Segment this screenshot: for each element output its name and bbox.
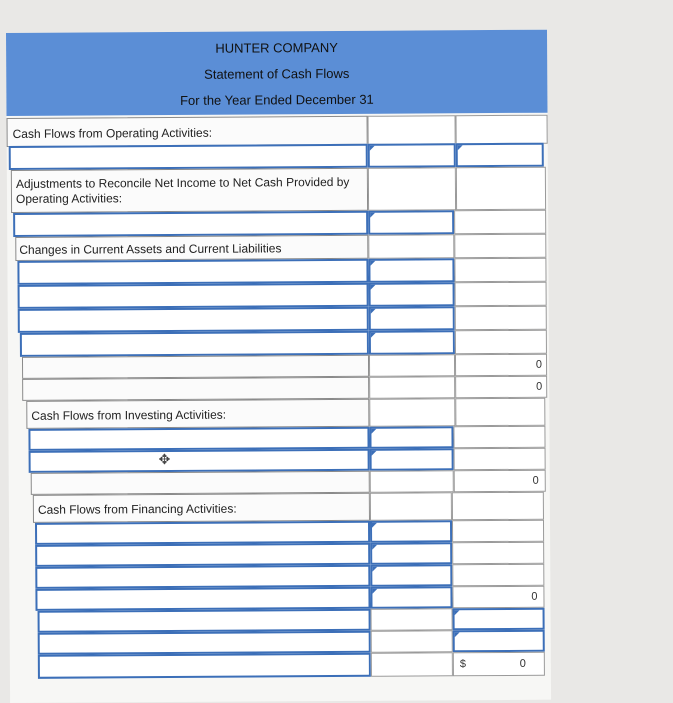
changes-total-col1 <box>369 354 455 377</box>
adjustment-amount-input[interactable] <box>368 210 454 235</box>
investing-amount-input-2[interactable] <box>370 448 454 471</box>
changes-total-row <box>22 355 369 379</box>
investing-label: Cash Flows from Investing Activities: <box>31 407 227 423</box>
net-change-col1 <box>371 608 453 631</box>
changes-col1-cell <box>368 234 454 259</box>
change-amount-input-4[interactable] <box>369 330 455 355</box>
financing-desc-input-3[interactable] <box>35 565 370 589</box>
ending-cash-value: 0 <box>519 657 526 670</box>
dropdown-marker-icon <box>371 309 376 314</box>
financing-label: Cash Flows from Financing Activities: <box>37 501 237 517</box>
beginning-cash-col1 <box>371 630 453 653</box>
operating-col1-cell <box>368 115 456 145</box>
dropdown-marker-icon <box>370 146 375 151</box>
operating-col2-cell <box>456 115 548 145</box>
change-col2-cell-1 <box>454 258 546 283</box>
dropdown-marker-icon <box>372 589 377 594</box>
change-amount-input-3[interactable] <box>369 306 455 331</box>
financing-col2-cell-2 <box>452 542 544 565</box>
financing-amount-input-4[interactable] <box>370 586 452 609</box>
operating-net-col1 <box>369 376 455 399</box>
change-col2-cell-2 <box>455 282 547 307</box>
changes-label: Changes in Current Assets and Current Liabilities <box>19 241 282 257</box>
changes-total-value: 0 <box>535 358 543 371</box>
investing-net-value: 0 <box>532 474 539 487</box>
beginning-cash-desc-input[interactable] <box>38 631 371 655</box>
investing-net-col1 <box>370 470 454 493</box>
changes-col2-cell <box>454 234 546 259</box>
statement-period: For the Year Ended December 31 <box>180 91 374 108</box>
ending-cash-col1 <box>371 652 453 677</box>
investing-label-row <box>26 399 369 429</box>
net-change-desc-input[interactable] <box>38 609 371 633</box>
dropdown-marker-icon <box>370 261 375 266</box>
financing-col2-cell-3 <box>452 564 544 587</box>
cash-flow-worksheet <box>6 30 551 703</box>
investing-col1-cell <box>369 398 455 427</box>
adjustments-col2-cell <box>456 167 546 211</box>
adjustments-col1-cell <box>368 167 456 211</box>
dropdown-marker-icon <box>370 213 375 218</box>
operating-label-row <box>7 116 368 147</box>
financing-col2-cell <box>452 492 544 521</box>
operating-desc-input[interactable] <box>9 144 368 170</box>
financing-col2-cell-1 <box>452 520 544 543</box>
adjustments-label-row <box>11 168 368 213</box>
operating-label: Cash Flows from Operating Activities: <box>12 125 213 141</box>
dropdown-marker-icon <box>458 145 463 150</box>
investing-col2-cell <box>455 398 545 427</box>
dropdown-marker-icon <box>372 545 377 550</box>
dropdown-marker-icon <box>455 610 460 615</box>
financing-desc-input-2[interactable] <box>35 543 370 567</box>
change-amount-input-2[interactable] <box>369 282 455 307</box>
financing-col1-cell <box>370 492 452 521</box>
currency-symbol: $ <box>459 658 467 671</box>
financing-desc-input-4[interactable] <box>35 587 370 611</box>
investing-desc-input-1[interactable] <box>28 427 369 451</box>
investing-col2-cell-2 <box>454 448 546 471</box>
dropdown-marker-icon <box>372 451 377 456</box>
beginning-cash-amount-input[interactable] <box>453 630 545 653</box>
investing-desc-input-2[interactable] <box>29 449 370 473</box>
change-desc-input-1[interactable] <box>17 259 368 285</box>
financing-net-value: 0 <box>531 590 538 603</box>
operating-net-col2 <box>455 376 547 399</box>
adjustments-label: Adjustments to Reconcile Net Income to Net Cash Provided by Operating Activities: <box>15 174 350 206</box>
net-change-amount-input[interactable] <box>453 608 545 631</box>
ending-cash-desc-input[interactable] <box>38 653 371 679</box>
dropdown-marker-icon <box>371 429 376 434</box>
move-cursor-icon: ✥ <box>158 451 171 468</box>
change-amount-input-1[interactable] <box>368 258 454 283</box>
change-col2-cell-3 <box>455 306 547 331</box>
company-name: HUNTER COMPANY <box>215 39 338 56</box>
adjustment-desc-input[interactable] <box>13 211 368 237</box>
investing-col2-cell-1 <box>453 426 545 449</box>
financing-amount-input-2[interactable] <box>370 542 452 565</box>
net-income-input[interactable] <box>456 143 544 168</box>
change-desc-input-2[interactable] <box>18 283 369 309</box>
financing-amount-input-3[interactable] <box>370 564 452 587</box>
change-desc-input-4[interactable] <box>20 331 369 357</box>
dropdown-marker-icon <box>455 632 460 637</box>
investing-net-row <box>31 471 370 495</box>
financing-label-row <box>33 493 370 523</box>
investing-net-col2 <box>454 470 546 493</box>
operating-net-row <box>22 377 369 401</box>
dropdown-marker-icon <box>372 523 377 528</box>
statement-title: Statement of Cash Flows <box>204 65 350 82</box>
changes-label-row <box>15 235 368 261</box>
investing-amount-input-1[interactable] <box>369 426 453 449</box>
dropdown-marker-icon <box>371 333 376 338</box>
change-desc-input-3[interactable] <box>18 307 369 333</box>
financing-desc-input-1[interactable] <box>35 521 370 545</box>
operating-amount-input[interactable] <box>368 143 456 168</box>
financing-amount-input-1[interactable] <box>370 520 452 543</box>
financing-net-cell <box>452 586 544 609</box>
changes-total-col2 <box>455 354 547 377</box>
operating-net-value: 0 <box>536 380 543 393</box>
ending-cash-col2 <box>453 652 545 677</box>
adjustment-col2-cell <box>454 210 546 235</box>
statement-header <box>6 30 547 116</box>
change-col2-cell-4 <box>455 330 547 355</box>
dropdown-marker-icon <box>372 567 377 572</box>
dropdown-marker-icon <box>371 285 376 290</box>
